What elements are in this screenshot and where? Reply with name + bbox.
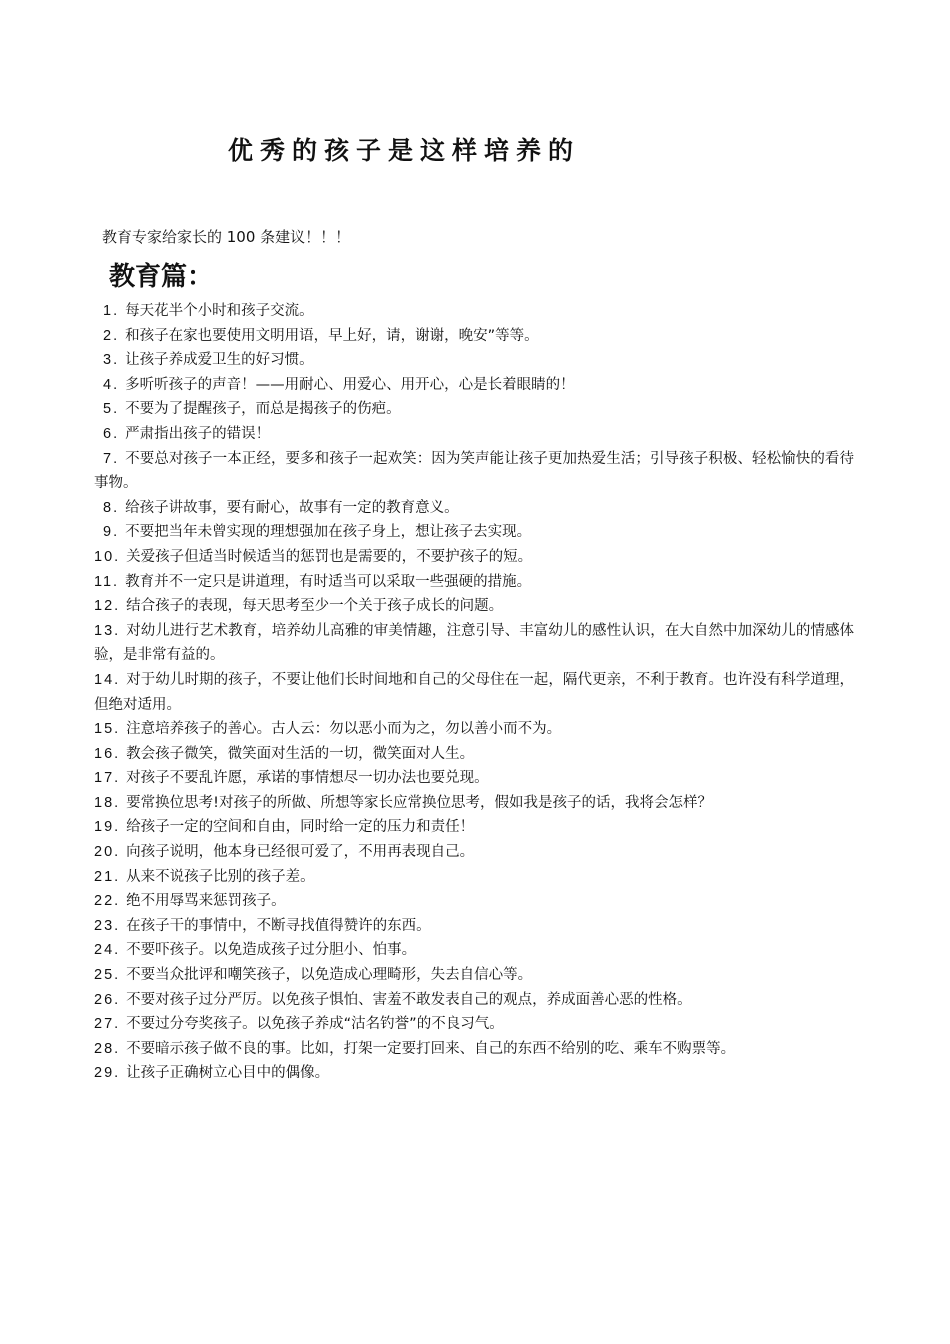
item-number: 20.	[94, 844, 121, 861]
item-number: 28.	[94, 1040, 121, 1057]
item-number: 4.	[103, 376, 120, 393]
item-number: 15.	[94, 721, 121, 738]
item-number: 14.	[94, 671, 121, 688]
section-heading: 教育篇：	[109, 262, 214, 292]
list-item	[94, 545, 854, 570]
list-item	[94, 496, 854, 521]
item-text: 不要吓孩子。以免造成孩子过分胆小、怕事。	[126, 942, 417, 959]
item-number: 17.	[94, 770, 121, 787]
list-item	[94, 865, 854, 890]
item-number: 5.	[103, 401, 120, 418]
item-text: 绝不用辱骂来惩罚孩子。	[126, 893, 286, 910]
item-text: 从来不说孩子比别的孩子差。	[126, 868, 315, 885]
list-item	[94, 447, 854, 496]
list-item	[94, 422, 854, 447]
item-text: 在孩子干的事情中，不断寻找值得赞许的东西。	[126, 917, 431, 934]
list-item	[94, 840, 854, 865]
item-number: 25.	[94, 967, 121, 984]
list-item	[94, 668, 854, 717]
item-text: 关爱孩子但适当时候适当的惩罚也是需要的，不要护孩子的短。	[126, 548, 533, 565]
item-text: 要常换位思考!对孩子的所做、所想等家长应常换位思考，假如我是孩子的话，我将会怎样？	[126, 794, 712, 811]
list-item	[94, 373, 854, 398]
list-item	[94, 397, 854, 422]
list-item	[94, 717, 854, 742]
list-item	[94, 1012, 854, 1037]
item-number: 19.	[94, 819, 121, 836]
item-number: 7.	[103, 450, 120, 467]
item-number: 13.	[94, 622, 121, 639]
list-item	[94, 889, 854, 914]
item-text: 对孩子不要乱许愿，承诺的事情想尽一切办法也要兑现。	[126, 770, 489, 787]
item-text: 对于幼儿时期的孩子，不要让他们长时间地和自己的父母住在一起，隔代更亲，不利于教育。也许没有科学道理，但绝对适用。	[94, 671, 854, 713]
item-number: 1.	[103, 303, 120, 319]
list-item	[94, 594, 854, 619]
item-number: 26.	[94, 991, 121, 1008]
item-text: 不要当众批评和嘲笑孩子，以免造成心理畸形，失去自信心等。	[126, 967, 533, 984]
item-text: 不要暗示孩子做不良的事。比如，打架一定要打回来、自己的东西不给别的吃、乘车不购票等。	[126, 1040, 736, 1057]
list-item	[94, 963, 854, 988]
list-item	[94, 766, 854, 791]
list-item	[94, 348, 854, 373]
item-text: 和孩子在家也要使用文明用语，早上好，请，谢谢，晚安”等等。	[125, 327, 539, 344]
item-number: 16.	[94, 745, 121, 762]
item-text: 每天花半个小时和孩子交流。	[125, 303, 314, 319]
list-item	[94, 1037, 854, 1062]
item-text: 不要为了提醒孩子，而总是揭孩子的伤疤。	[125, 401, 401, 418]
item-text: 让孩子养成爱卫生的好习惯。	[125, 352, 314, 369]
list-item	[94, 938, 854, 963]
item-text: 不要对孩子过分严厉。以免孩子惧怕、害羞不敢发表自己的观点，养成面善心恶的性格。	[126, 991, 692, 1008]
item-text: 对幼儿进行艺术教育，培养幼儿高雅的审美情趣，注意引导、丰富幼儿的感性认识，在大自然中加深幼儿的情感体验，是非常有益的。	[94, 622, 854, 664]
item-number: 3.	[103, 352, 120, 369]
list-item	[94, 570, 854, 595]
item-number: 11.	[94, 573, 120, 590]
item-text: 教育并不一定只是讲道理，有时适当可以采取一些强硬的措施。	[125, 573, 532, 590]
item-number: 9.	[103, 524, 120, 541]
document-title: 优秀的孩子是这样培养的	[228, 136, 581, 165]
item-number: 21.	[94, 868, 121, 885]
item-number: 27.	[94, 1016, 121, 1033]
item-text: 严肃指出孩子的错误！	[125, 425, 271, 442]
item-number: 24.	[94, 942, 121, 959]
item-text: 让孩子正确树立心目中的偶像。	[126, 1065, 330, 1082]
item-number: 2.	[103, 327, 120, 344]
item-number: 23.	[94, 917, 121, 934]
list-item	[94, 914, 854, 939]
item-text: 给孩子一定的空间和自由，同时给一定的压力和责任！	[126, 819, 475, 836]
list-item	[94, 791, 854, 816]
item-text: 教会孩子微笑，微笑面对生活的一切，微笑面对人生。	[126, 745, 475, 762]
item-number: 12.	[94, 598, 121, 615]
list-item	[94, 988, 854, 1013]
item-number: 8.	[103, 499, 120, 516]
item-number: 10.	[94, 548, 121, 565]
item-text: 结合孩子的表现，每天思考至少一个关于孩子成长的问题。	[126, 598, 504, 615]
item-number: 6.	[103, 425, 120, 442]
list-item	[94, 520, 854, 545]
list-item	[94, 619, 854, 668]
item-text: 多听听孩子的声音！——用耐心、用爱心、用开心，心是长着眼睛的！	[125, 376, 575, 393]
list-item	[94, 1061, 854, 1086]
document-subtitle: 教育专家给家长的 100 条建议！！！	[102, 228, 351, 246]
item-text: 向孩子说明，他本身已经很可爱了，不用再表现自己。	[126, 844, 475, 861]
item-text: 不要把当年未曾实现的理想强加在孩子身上，想让孩子去实现。	[125, 524, 532, 541]
list-item	[94, 815, 854, 840]
item-text: 给孩子讲故事，要有耐心，故事有一定的教育意义。	[125, 499, 459, 516]
list-item	[94, 299, 854, 324]
item-number: 18.	[94, 794, 121, 811]
item-text: 注意培养孩子的善心。古人云：勿以恶小而为之，勿以善小而不为。	[126, 721, 562, 738]
item-number: 22.	[94, 893, 121, 910]
item-text: 不要总对孩子一本正经，要多和孩子一起欢笑：因为笑声能让孩子更加热爱生活；引导孩子积极、轻松愉快的看待事物。	[94, 450, 854, 492]
item-number: 29.	[94, 1065, 121, 1082]
advice-list	[94, 299, 854, 1086]
list-item	[94, 324, 854, 349]
list-item	[94, 742, 854, 767]
item-text: 不要过分夸奖孩子。以免孩子养成“沽名钓誉”的不良习气。	[126, 1016, 504, 1033]
